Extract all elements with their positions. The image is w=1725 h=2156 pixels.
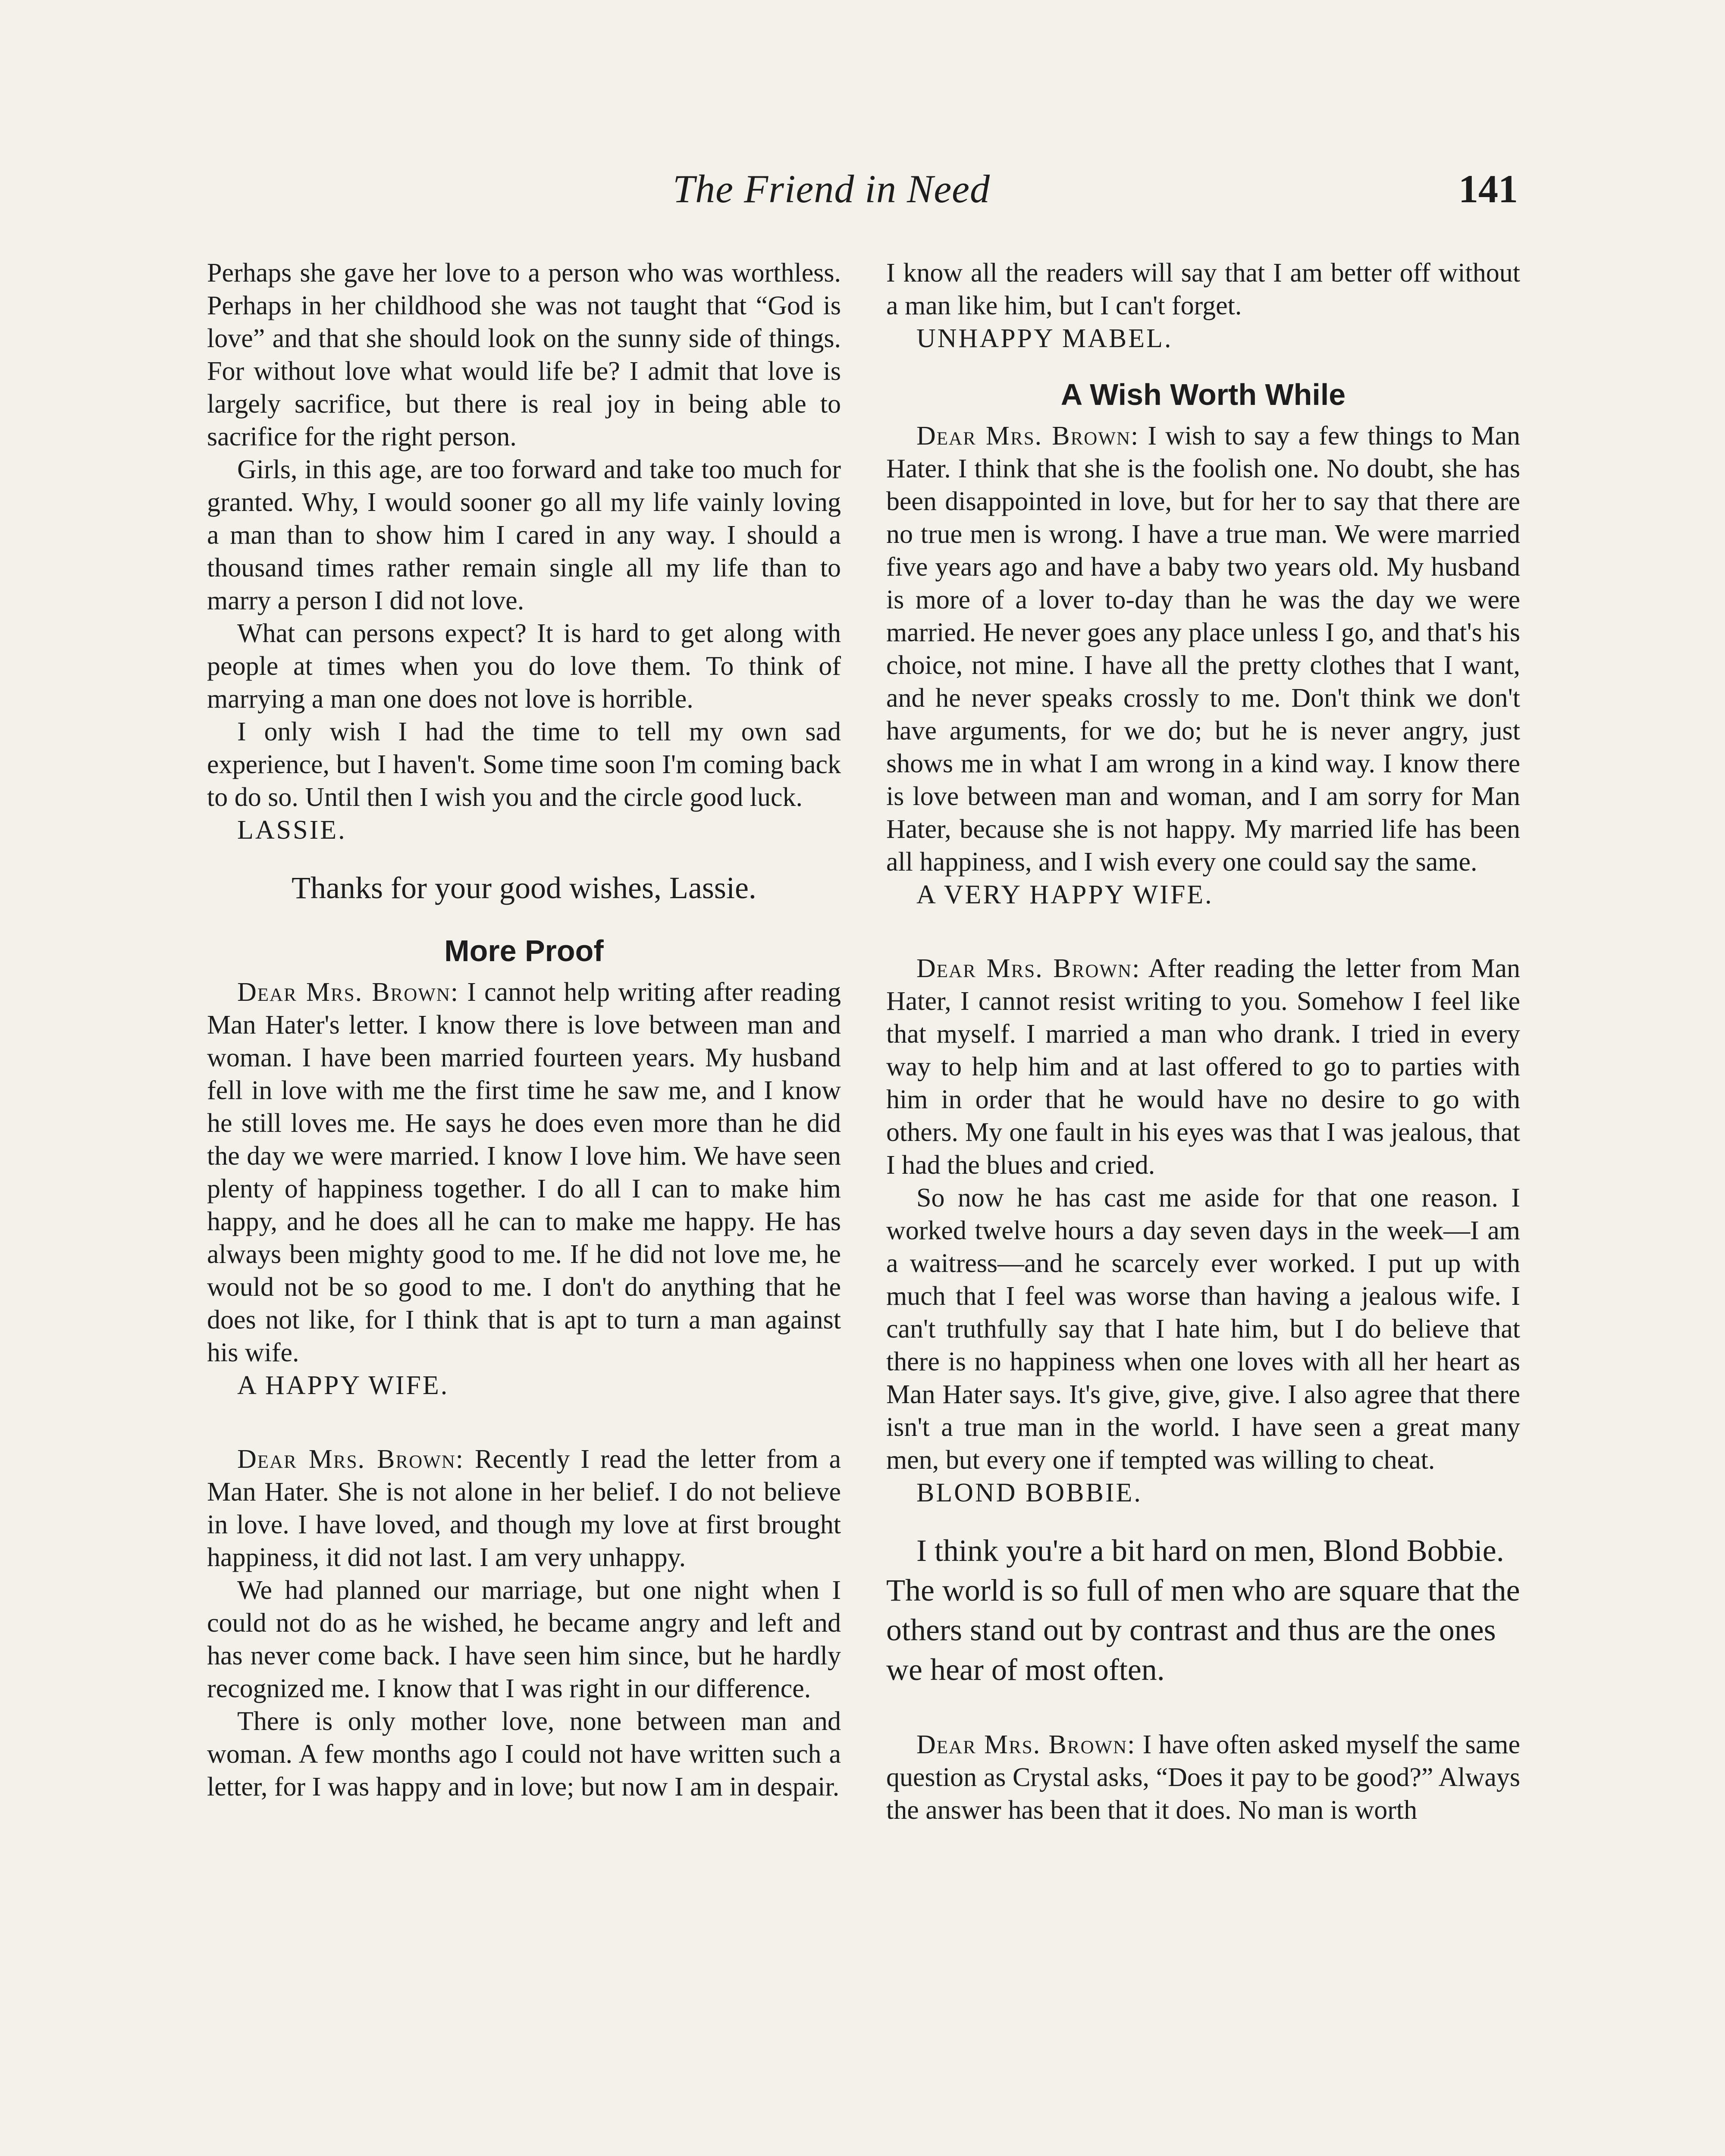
last-letter [886, 1728, 1520, 1827]
salutation: Dear Mrs. Brown: [237, 1445, 464, 1474]
left-column [207, 257, 841, 1803]
letter-text: I wish to say a few things to Man Hater. I think that she is the foolish one. No doubt, she has been disappointed in love, but for her to say that there are no true men is wrong. I have a true man. We were married five years ago and have a baby two years old. My husband is more of a lover to-day than he was the day we were married. He never goes any place unless I go, and that's his choice, not mine. I have all the pretty clothes that I want, and he never speaks crossly to me. Don't think we don't have arguments, for we do; but he is never angry, just shows me in what I am wrong in a kind way. I know there is love between man and woman, and I am sorry for Man Hater, because she is not happy. My married life has been all happiness, and I wish every one could say the same. [886, 421, 1521, 877]
editor-reply: I think you're a bit hard on men, Blond Bobbie. The world is so full of men who are square that the others stand out by contrast and thus are the ones we hear of most often. [886, 1533, 1520, 1687]
lassie-letter [207, 257, 841, 846]
letter-paragraph: Girls, in this age, are too forward and take too much for granted. Why, I would sooner go all my life vainly loving a man than to show him I cared in any way. I should a thousand times rather remain single all my life than to marry a person I did not love. [207, 455, 841, 615]
spacer [207, 1402, 841, 1443]
letter-paragraph: I know all the readers will say that I am better off without a man like him, but I can't forget. [886, 258, 1520, 320]
section-heading: More Proof [444, 934, 604, 968]
letter-text: After reading the letter from Man Hater, I cannot resist writing to you. Somehow I feel like that myself. I married a man who drank. I tried in every way to help him and at last offered to go to parties with him in order that he would have no desire to go with others. My one fault in his eyes was that I was jealous, that I had the blues and cried. [886, 954, 1520, 1180]
letter-text: I have often asked myself the same question as Crystal asks, “Does it pay to be good?” Always the answer has been that it does. No man is worth [886, 1730, 1521, 1825]
letter-text: Recently I read the letter from a Man Hater. She is not alone in her belief. I do not believe in love. I have loved, and though my love at first brought happiness, it did not last. I am very unhappy. [207, 1445, 841, 1572]
wish-letter [886, 420, 1520, 911]
letter-paragraph: What can persons expect? It is hard to get along with people at times when you do love them. To think of marrying a man one does not love is horrible. [207, 619, 841, 714]
letter-paragraph: I only wish I had the time to tell my own sad experience, but I haven't. Some time soon I'm coming back to do so. Until then I wish you and the circle good luck. [207, 717, 841, 812]
mabel-letter [207, 1443, 841, 1803]
mabel-letter-continued [886, 257, 1520, 355]
spacer [886, 911, 1520, 952]
salutation: Dear Mrs. Brown: [916, 954, 1141, 983]
letter-paragraph: So now he has cast me aside for that one reason. I worked twelve hours a day seven days in the week—I am a waitress—and he scarcely ever worked. I put up with much that I feel was worse than having a jealous wife. I can't truthfully say that I hate him, but I do believe that there is no happiness when one loves with all her heart as Man Hater says. It's give, give, give. I also agree that there isn't a true man in the world. I have seen a great many men, but every one if tempted was willing to cheat. [886, 1183, 1520, 1475]
salutation: Dear Mrs. Brown: [237, 978, 459, 1007]
letter-signature: LASSIE. [237, 815, 347, 845]
section-heading: A Wish Worth While [1060, 378, 1346, 411]
letter-paragraph: We had planned our marriage, but one night when I could not do as he wished, he became angry and left and has never come back. I have seen him since, but he hardly recognized me. I know that I was right in our difference. [207, 1576, 841, 1703]
letter-paragraph: There is only mother love, none between man and woman. A few months ago I could not have written such a letter, for I was happy and in love; but now I am in despair. [207, 1707, 841, 1802]
more-proof-letter [207, 976, 841, 1402]
page-header [0, 166, 1725, 222]
letter-text: I cannot help writing after reading Man Hater's letter. I know there is love between man and woman. I have been married fourteen years. My husband fell in love with me the first time he saw me, and I know he still loves me. He says he does even more than he did the day we were married. I know I love him. We have seen plenty of happiness together. I do all I can to make him happy, and he does all he can to make me happy. He has always been mighty good to me. If he did not love me, he would not be so good to me. I don't do anything that he does not like, for I think that is apt to turn a man against his wife. [207, 978, 841, 1367]
letter-signature: BLOND BOBBIE. [916, 1478, 1142, 1507]
letter-signature: UNHAPPY MABEL. [916, 324, 1173, 353]
letter-signature: A HAPPY WIFE. [237, 1371, 449, 1400]
letter-signature: A VERY HAPPY WIFE. [916, 880, 1214, 909]
bobbie-letter [886, 952, 1520, 1509]
letter-paragraph: Perhaps she gave her love to a person who was worthless. Perhaps in her childhood she was not taught that “God is love” and that she should look on the sunny side of things. For without love what would life be? I admit that love is largely sacrifice, but there is real joy in being able to sacrifice for the right person. [207, 258, 841, 451]
right-column [886, 257, 1520, 1827]
salutation: Dear Mrs. Brown: [916, 421, 1139, 451]
page-number: 141 [1458, 167, 1518, 211]
salutation: Dear Mrs. Brown: [916, 1730, 1136, 1759]
editor-reply: Thanks for your good wishes, Lassie. [292, 871, 756, 905]
running-title: The Friend in Need [673, 167, 990, 211]
